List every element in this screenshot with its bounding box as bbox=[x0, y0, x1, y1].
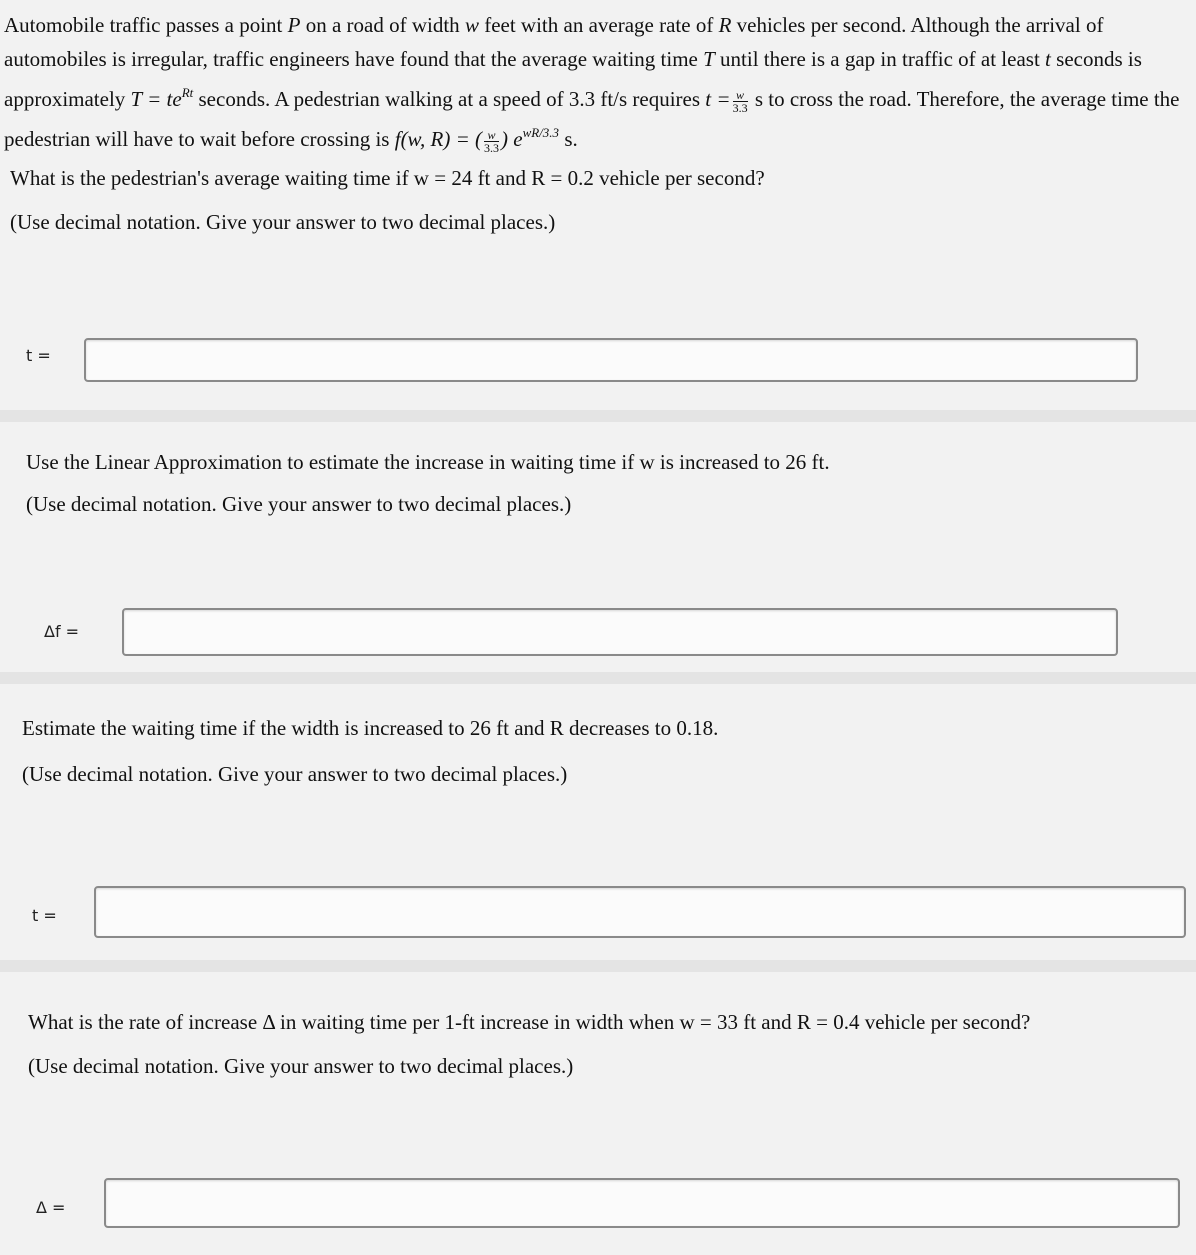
section-divider bbox=[0, 960, 1196, 972]
intro-text: seconds is approximately bbox=[4, 47, 1142, 111]
question-2-text: Use the Linear Approximation to estimate the increase in waiting time if w is increased to 26 ft. bbox=[26, 450, 830, 474]
question-3-text: Estimate the waiting time if the width is increased to 26 ft and R decreases to 0.18. bbox=[22, 716, 719, 740]
intro-text: on a road of width bbox=[300, 13, 465, 37]
fraction-denominator: 3.3 bbox=[484, 140, 499, 155]
var-p: P bbox=[287, 13, 301, 37]
fraction-numerator: w bbox=[487, 127, 496, 142]
formula-T: T = te bbox=[130, 87, 182, 111]
answer-4-label: Δ = bbox=[36, 1198, 66, 1217]
fraction-w-over-3.3 bbox=[733, 89, 748, 114]
formula-t: t = bbox=[705, 87, 731, 111]
answer-3-label: t = bbox=[32, 906, 57, 925]
question-2-note: (Use decimal notation. Give your answer to two decimal places.) bbox=[26, 492, 572, 516]
intro-text: until there is a gap in traffic of at least bbox=[714, 47, 1046, 71]
intro-text: feet with an average rate of bbox=[478, 13, 719, 37]
question-3-note: (Use decimal notation. Give your answer to two decimal places.) bbox=[22, 762, 568, 786]
var-t: t bbox=[1045, 47, 1051, 71]
answer-3-input[interactable] bbox=[94, 886, 1186, 938]
fraction-numerator: w bbox=[736, 87, 745, 102]
answer-2-label: Δf = bbox=[44, 622, 80, 641]
intro-text: Automobile traffic passes a point bbox=[4, 13, 288, 37]
formula-f: f(w, R) = ( bbox=[394, 127, 482, 151]
answer-2-input[interactable] bbox=[122, 608, 1118, 656]
var-w: w bbox=[464, 13, 479, 37]
fraction-denominator: 3.3 bbox=[732, 100, 748, 115]
answer-1-label: t = bbox=[26, 346, 51, 365]
answer-4-input[interactable] bbox=[104, 1178, 1180, 1228]
question-1-text: What is the pedestrian's average waiting time if w = 24 ft and R = 0.2 vehicle per second? bbox=[10, 166, 765, 190]
intro-text: s to cross the road. Therefore, the average time the pedestrian will have to wait before crossing is bbox=[4, 87, 1180, 151]
intro-text: vehicles per second. Although the arrival of automobiles is irregular, traffic engineers have found that the average waiting time bbox=[4, 13, 1104, 71]
problem-statement bbox=[4, 8, 1184, 156]
section-divider bbox=[0, 672, 1196, 684]
fraction-w-over-3.3 bbox=[484, 129, 499, 154]
answer-1-input[interactable] bbox=[84, 338, 1138, 382]
formula-f-exponent: wR/3.3 bbox=[522, 125, 560, 140]
question-1-note: (Use decimal notation. Give your answer to two decimal places.) bbox=[10, 210, 556, 234]
intro-text: s. bbox=[559, 127, 578, 151]
var-r: R bbox=[718, 13, 732, 37]
formula-T-exponent: Rt bbox=[181, 85, 194, 100]
section-divider bbox=[0, 410, 1196, 422]
intro-text: seconds. A pedestrian walking at a speed of 3.3 ft/s requires bbox=[193, 87, 706, 111]
question-4-text: What is the rate of increase Δ in waiting time per 1-ft increase in width when w = 33 ft and R = 0.4 vehicle per second? bbox=[28, 1010, 1031, 1034]
formula-f-exp: ) e bbox=[501, 127, 523, 151]
question-4-note: (Use decimal notation. Give your answer to two decimal places.) bbox=[28, 1054, 574, 1078]
var-t-upper: T bbox=[703, 47, 715, 71]
